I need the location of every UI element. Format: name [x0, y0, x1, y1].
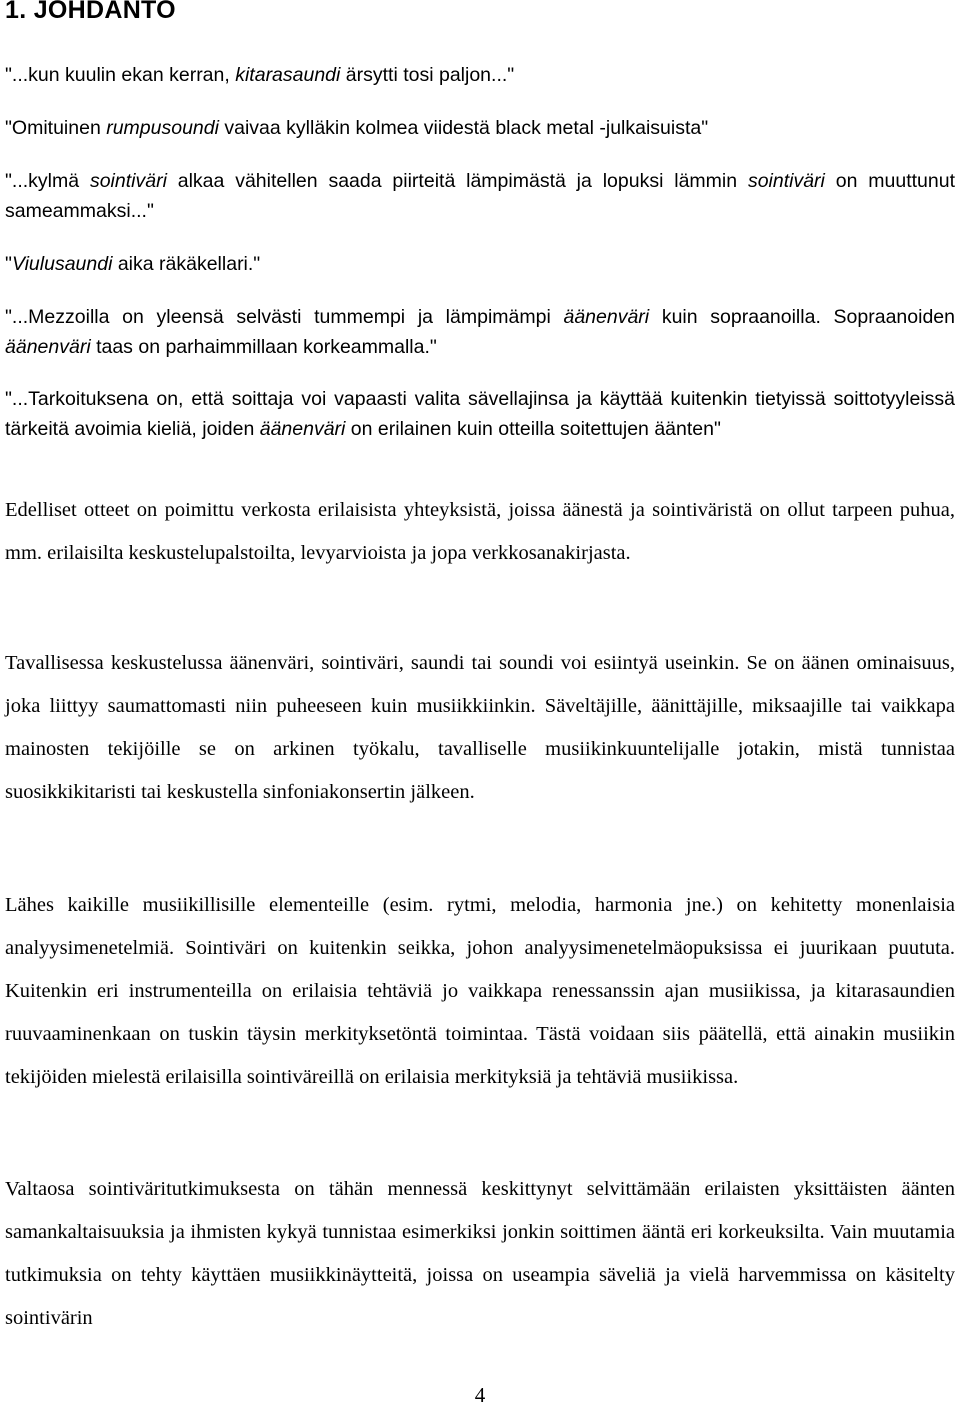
quote-4 — [5, 249, 955, 279]
quote-term-italic: sointiväri — [89, 170, 167, 192]
quote-text: kuin sopraanoilla. Sopraanoiden — [649, 306, 955, 328]
quote-term-italic: Viulusaundi — [11, 253, 113, 275]
paragraph-2: Tavallisessa keskustelussa äänenväri, sointiväri, saundi tai soundi voi esiintyä useinkin. Se on äänen ominaisuus, joka liittyy saumattomasti niin puheeseen kuin musiikkiinkin. Säveltäjille, äänittäjille, miksaajille tai vaikkapa mainosten tekijöille se on arkinen työkalu, tavalliselle musiikinkuuntelijalle jotakin, mistä tunnistaa suosikkikitaristi tai keskustella sinfoniakonsertin jälkeen. — [5, 652, 955, 803]
quote-text: "Omituinen — [5, 117, 107, 139]
section-heading: 1. JOHDANTO — [5, 0, 176, 24]
quote-term-italic: äänenväri — [563, 306, 650, 328]
quote-text: " — [5, 253, 12, 275]
paragraph-3: Lähes kaikille musiikillisille elementeille (esim. rytmi, melodia, harmonia jne.) on kehitetty monenlaisia analyysimenetelmiä. Sointiväri on kuitenkin seikka, johon analyysimenetelmäopuksissa ei juurikaan puututa. Kuitenkin eri instrumenteilla on erilaisia tehtäviä jo vaikkapa renessanssin ajan musiikissa, ja kitarasaundien ruuvaaminenkaan on tuskin täysin merkityksetöntä toimintaa. Tästä voidaan siis päätellä, että ainakin musiikin tekijöiden mielestä erilaisilla sointiväreillä on erilaisia merkityksiä ja tehtäviä musiikissa. — [5, 894, 955, 1088]
quote-3 — [5, 166, 955, 226]
quote-text: "...Mezzoilla on yleensä selvästi tummempi ja lämpimämpi — [5, 306, 564, 328]
quote-text: taas on parhaimmillaan korkeammalla." — [90, 336, 437, 358]
quote-5 — [5, 302, 955, 362]
quote-text: on erilainen kuin otteilla soitettujen äänten" — [345, 418, 721, 440]
page-number: 4 — [474, 1383, 486, 1407]
quote-term-italic: kitarasaundi — [235, 64, 341, 86]
quote-6 — [5, 384, 955, 444]
quote-text: alkaa vähitellen saada piirteitä lämpimästä ja lopuksi lämmin — [166, 170, 748, 192]
quote-text: "...kun kuulin ekan kerran, — [5, 64, 236, 86]
quote-text: "...Tarkoituksena on, että soittaja voi vapaasti valita sävellajinsa ja käyttää kuitenkin tietyissä soittotyyleissä tärkeitä avoimia kieliä, joiden — [5, 388, 955, 440]
quote-text: vaivaa kylläkin kolmea viidestä black metal -julkaisuista" — [218, 117, 709, 139]
quote-text: on muuttunut sameammaksi..." — [5, 170, 955, 222]
quote-term-italic: sointiväri — [747, 170, 825, 192]
quote-2 — [5, 113, 955, 143]
quote-text: ärsytti tosi paljon..." — [340, 64, 515, 86]
quote-term-italic: rumpusoundi — [106, 117, 219, 139]
paragraph-1: Edelliset otteet on poimittu verkosta erilaisista yhteyksistä, joissa äänestä ja sointiväristä on ollut tarpeen puhua, mm. erilaisilta keskustelupalstoilta, levyarvioista ja jopa verkkosanakirjasta. — [5, 499, 955, 564]
quote-term-italic: äänenväri — [259, 418, 346, 440]
quote-text: aika räkäkellari." — [112, 253, 261, 275]
paragraph-4: Valtaosa sointiväritutkimuksesta on tähän mennessä keskittynyt selvittämään erilaisten yksittäisten äänten samankaltaisuuksia ja ihmisten kykyä tunnistaa esimerkiksi jonkin soittimen ääntä eri korkeuksilta. Vain muutamia tutkimuksia on tehty käyttäen musiikkinäytteitä, joissa on useampia säveliä ja vielä harvemmissa on käsitelty sointivärin — [5, 1178, 955, 1329]
quote-term-italic: äänenväri — [5, 336, 91, 358]
quote-1 — [5, 60, 955, 90]
quote-text: "...kylmä — [5, 170, 90, 192]
